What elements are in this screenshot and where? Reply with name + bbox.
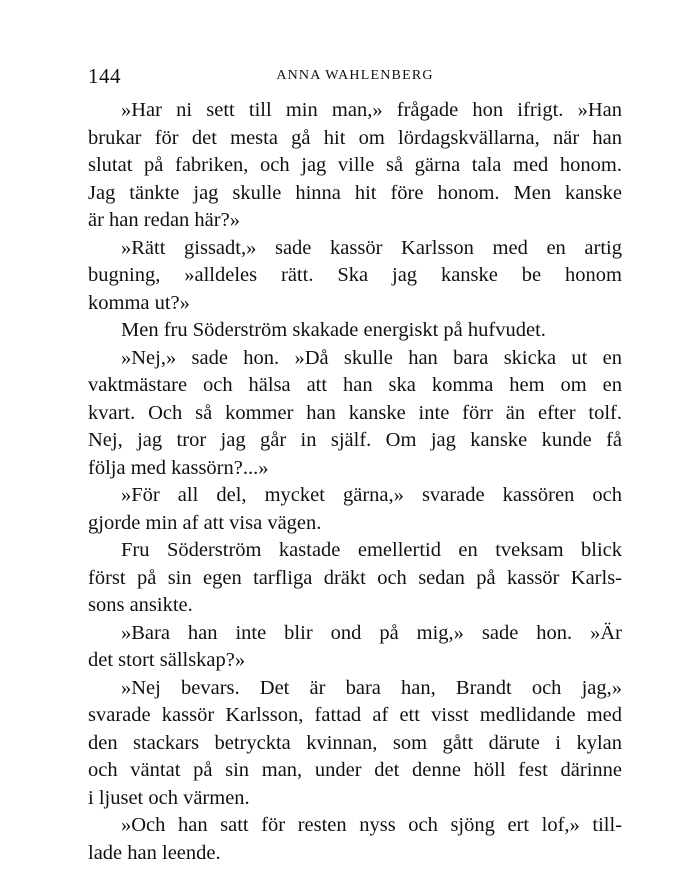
text-line: Fru Söderström kastade emellertid en tveksam blick [121,539,622,561]
body-text [88,97,622,867]
text-line: »Nej bevars. Det är bara han, Brandt och jag,» [121,676,622,699]
page-header [88,64,622,88]
running-head: ANNA WAHLENBERG [276,68,434,83]
text-line: slutat på fabriken, och jag ville så gärna tala med honom. [88,154,622,176]
text-line: i ljuset och värmen. [88,786,250,809]
text-line: kvart. Och så kommer han kanske inte förr än efter tolf. [88,401,622,424]
text-line: »Bara han inte blir ond på mig,» sade hon. »Är [121,621,622,644]
text-line: »För all del, mycket gärna,» svarade kassören och [121,484,622,506]
text-line: brukar för det mesta gå hit om lördagskvällarna, när han [88,126,622,149]
text-line: sons ansikte. [88,594,193,616]
text-line: »Rätt gissadt,» sade kassör Karlsson med en artig [121,236,622,259]
text-line: vaktmästare och hälsa att han ska komma hem om en [88,374,622,396]
page-number: 144 [88,64,121,88]
text-line: gjorde min af att visa vägen. [88,511,322,534]
text-line: »Har ni sett till min man,» frågade hon ifrigt. »Han [121,99,622,121]
text-line: är han redan här?» [88,209,240,231]
text-line: och väntat på sin man, under det denne höll fest därinne [88,759,622,781]
text-line: först på sin egen tarfliga dräkt och sedan på kassör Karls- [88,566,622,589]
text-line: Men fru Söderström skakade energiskt på hufvudet. [121,319,546,341]
text-line: bugning, »alldeles rätt. Ska jag kanske be honom [88,264,622,286]
text-line: »Nej,» sade hon. »Då skulle han bara skicka ut en [121,346,622,369]
text-line: »Och han satt för resten nyss och sjöng ert lof,» till- [121,814,622,836]
text-line: svarade kassör Karlsson, fattad af ett visst medlidande med [88,704,622,726]
text-line: Jag tänkte jag skulle hinna hit före honom. Men kanske [88,181,622,204]
text-line: Nej, jag tror jag går in själf. Om jag kanske kunde få [88,429,622,451]
text-line: komma ut?» [88,291,190,314]
text-line: följa med kassörn?...» [88,456,269,479]
text-line: det stort sällskap?» [88,649,246,671]
text-line: lade han leende. [88,841,221,864]
text-line: den stackars betryckta kvinnan, som gått därute i kylan [88,731,622,754]
